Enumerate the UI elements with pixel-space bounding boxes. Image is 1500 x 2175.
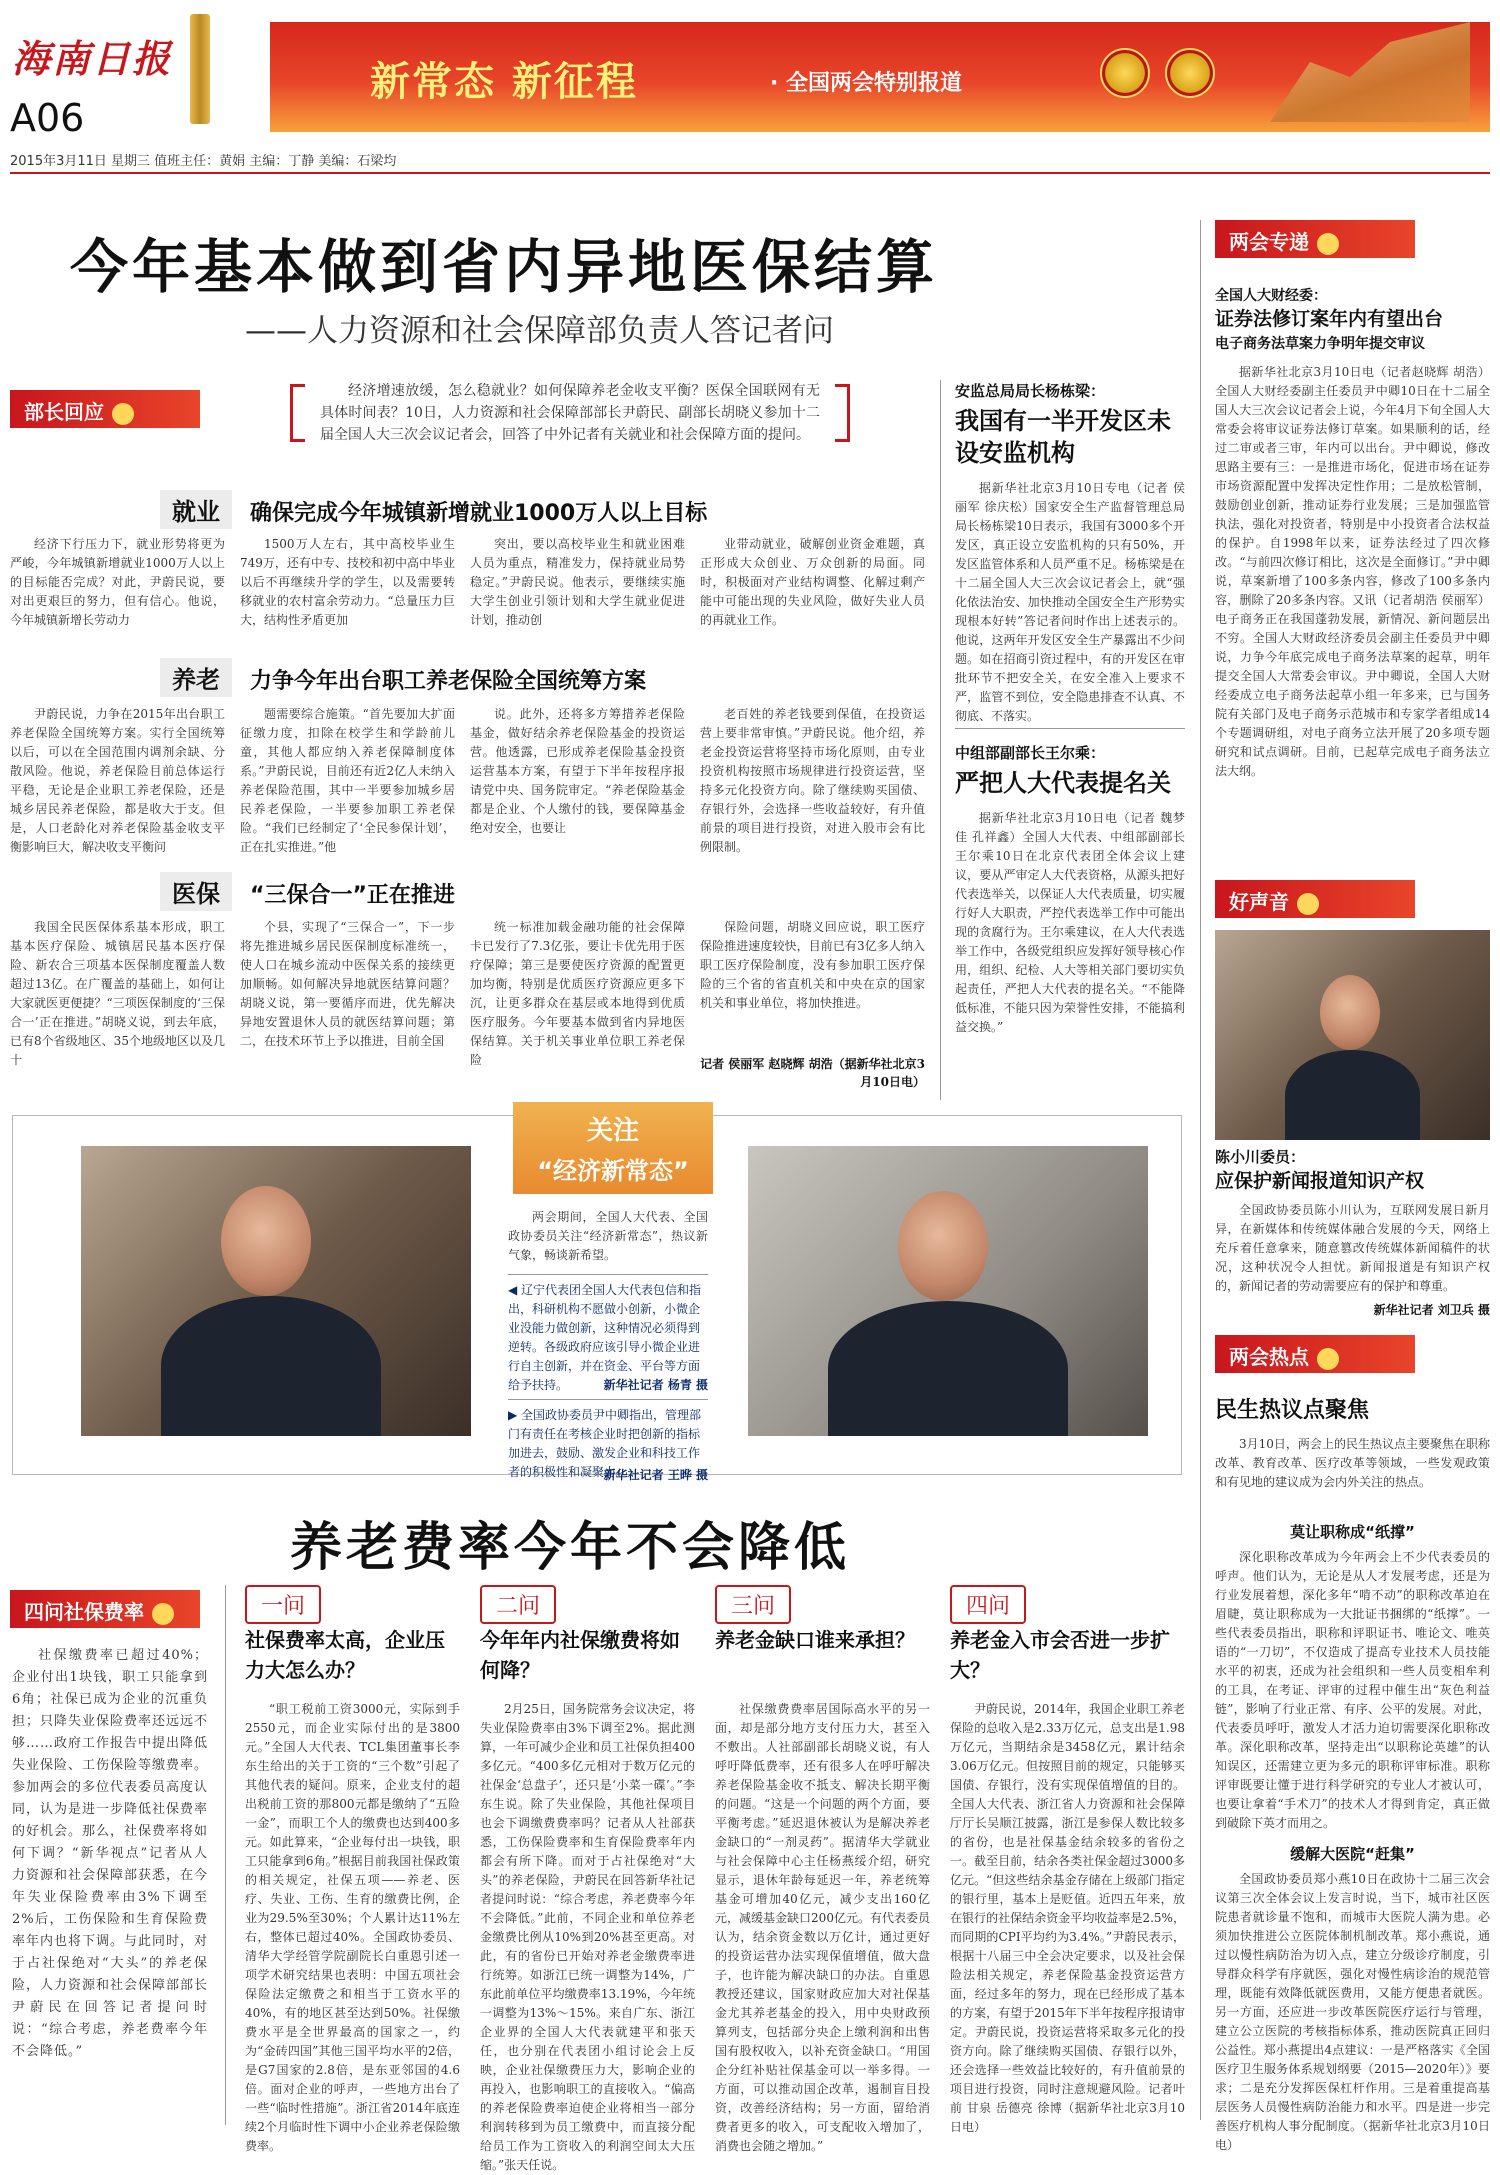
- question-body: 社保缴费费率居国际高水平的另一面，却是部分地方支付压力大，甚至入不敷出。人社部副部长胡晓义说，有人呼吁降低费率，还有很多人在呼吁解决养老保险基金收不抵支、解决长期平衡的问题。“这是一个问题的两个方面，要平衡考虑。”延迟退休被认为是解决养老金缺口的“一剂灵药”。据清华大学就业与社会保障中心主任杨燕绥介绍，研究显示，退休年龄每延迟一年，养老统筹基金可增加40亿元，减少支出160亿元，减缓基金缺口200亿元。有代表委员认为，结余资金数以万亿计，通过更好的投资运营办法实现保值增值，做大盘子，也许能为解决缺口的办法。自重恩教授还建议，国家财政应加大对社保基金尤其养老基金的投入，用中央财政预算列支，包括部分央企上缴利润和出售国有股权收入，以补充资金缺口。“用国企分红补贴社保基金可以一举多得。一方面，可以推动国企改革，遏制盲目投资，改善经济结构；另一方面，留给消费者更多的收入，可支配收入增加了，消费也会随之增加。”: [715, 1702, 930, 2153]
- great-wall-image: [1270, 22, 1470, 122]
- question-body: 尹蔚民说，2014年，我国企业职工养老保险的总收入是2.33万亿元，总支出是1.98万亿元，当期结余是3458亿元，累计结余3.06万亿元。但按照目前的规定，只能够买国债、存银行，没有实现保值增值的目的。全国人大代表、浙江省人力资源和社会保障厅厅长吴顺江披露，浙江是参保人数比较多的省份，也是社保基金结余较多的省份之一。截至目前，结余各类社保金超过3000多亿元。“但这些结余基金存储在上级部门指定的银行里，基本上是贬值。近四五年来，放在银行的社保结余资金平均收益率是2.5%，而同期的CPI平均约为3.4%。”尹蔚民表示，根据十八届三中全会决定要求，以及社会保险法相关规定，养老保险基金投资运营方面，经过多年的努力，现在已经形成了基本的方案，有望于2015年下半年按程序报请审定。尹蔚民说，投资运营将采取多元化的投资方向。除了继续购买国债、存银行以外，还会选择一些效益比较好的，有升值前景的项目进行投资，同时注意规避风险。记者叶前 甘泉 岳德亮 徐博（据新华社北京3月10日电）: [950, 1702, 1185, 2134]
- triangle-right-icon: ▶: [508, 1408, 522, 1422]
- column-divider: [225, 1585, 226, 2125]
- badge-icon: [1297, 893, 1319, 915]
- hot-body: 深化职称改革成为今年两会上不少代表委员的呼声。他们认为，无论是从人才发展考虑，还是为行业发展着想，深化多年“啃不动”的职称改革迫在眉睫，莫让职称成为一大批证书捆绑的“纸撑”。一些代表委员指出，职称和评职证书、唯论文、唯英语的“一刀切”，不仅造成了提高专业技术人员技能水平的初衷，还成为社会组织和一些人员变相牟利的工具，在考证、评审的过程中催生出“灰色利益链”，影响了行业正常、有序、公平的发展。对此，代表委员呼吁，激发人才活力迫切需要深化职称改革。深化职称改革，坚持走出“以职称论英雄”的认知误区，还需建立更为多元的职称评审标准。职称评审既要让懂于进行科学研究的专业人才被认可，也要让拿着“手术刀”的技术人才得到肯定，真正做到破除下英才而用之。: [1215, 1550, 1490, 1830]
- question-title: 今年年内社保缴费将如何降？: [480, 1628, 680, 1682]
- main-headline: 今年基本做到省内异地医保结算: [70, 233, 939, 301]
- speaker: 安监总局局长杨栋梁：: [955, 382, 1106, 400]
- article-paragraph: 业带动就业，破解创业资金难题，真正形成大众创业、万众创新的局面。同时，积极面对产业结构调整、化解过剩产能中可能出现的失业风险，做好失业人员的再就业工作。: [700, 537, 925, 627]
- question-title: 养老金入市会否进一步扩大？: [950, 1628, 1170, 1682]
- column-tag-four-questions: [10, 1590, 200, 1628]
- article-lead: 经济增速放缓，怎么稳就业？如何保障养老金收支平衡？医保全国联网有无具体时间表？10日，人力资源和社会保障部部长尹蔚民、副部长胡晓义参加十二届全国人大三次会议记者会，回答了中外记者有关就业和社会保障方面的提问。: [290, 380, 850, 446]
- focus-topic: “经济新常态”: [537, 1157, 689, 1185]
- article-paragraph: 说。此外，还将多方筹措养老保险基金，做好结余养老保险基金的投资运营。他透露，已形成养老保险基金投资运营基本方案，有望于下半年按程序报请党中央、国务院审定。“养老保险基金都是企业、个人缴付的钱，要保障基金绝对安全，也要让: [470, 707, 685, 835]
- question-label: 二问: [480, 1585, 556, 1624]
- section-heading-medical: [160, 872, 455, 911]
- section-tag: 养老: [160, 658, 232, 697]
- hot-lead: 3月10日，两会上的民生热议点主要聚焦在职称改革、教育改革、医疗改革等领域，一些发观政策和有见地的建议成为会内外关注的热点。: [1215, 1437, 1490, 1489]
- column-divider: [1200, 220, 1201, 2120]
- special-report-banner: [270, 22, 1490, 132]
- badge-icon: [112, 403, 134, 425]
- portrait-suit: [828, 1301, 1068, 1436]
- badge-icon: [1317, 1348, 1339, 1370]
- brief-title: 我国有一半开发区未设安监机构: [955, 407, 1171, 467]
- section-heading-pension: [160, 658, 646, 697]
- article-paragraph: 统一标准加载金融功能的社会保障卡已发行了7.3亿张，要让卡优先用于医疗保障；第三是要使医疗资源的配置更加均衡，特别是优质医疗资源应更多下沉，让更多群众在基层或本地得到优质医疗服务。今年要基本做到省内异地医保结算。关于机关事业单位职工养老保险: [470, 920, 685, 1067]
- article-byline: 记者 侯丽军 赵晓辉 胡浩（据新华社北京3月10日电）: [700, 1057, 925, 1089]
- column-tag-label: 四问社保费率: [24, 1600, 144, 1624]
- question-title: 社保费率太高，企业压力大怎么办？: [245, 1628, 445, 1682]
- section-heading-employment: [160, 490, 707, 529]
- question-body: “职工税前工资3000元，实际到手2550元，而企业实际付出的是3800元。”全国人大代表、TCL集团董事长李东生给出的关于工资的“三个数”引起了其他代表的疑问。原来，企业支付的超出税前工资的那800元都是缴纳了“五险一金”，而职工个人的缴费也达到400多元。如此算来，“企业每付出一块钱，职工只能拿到6角。”根据目前我国社保政策的相关规定，社保五项——养老、医疗、失业、工伤、生育的缴费比例，企业为29.5%至30%；个人累计达11%左右，整体已超过40%。全国政协委员、清华大学经管学院副院长白重恩引述一项学术研究结果也表明：中国五项社会保险法定缴费之和相当于工资水平的40%，有的地区甚至达到50%。社保缴费水平是全世界最高的国家之一，约为“金砖四国”其他三国平均水平的2倍，是G7国家的2.8倍，是东亚邻国的4.6倍。面对企业的呼声，一些地方出台了一些“临时性措施”。浙江省2014年底连续2个月临时性下调中小企业养老保险缴费率。: [245, 1702, 460, 2153]
- portrait-face: [221, 1186, 311, 1296]
- focus-label-box: [513, 1102, 713, 1194]
- brief-body: 据新华社北京3月10日专电（记者 侯丽军 徐庆松）国家安全生产监督管理总局局长杨栋梁10日表示，我国有3000多个开发区，真正设立安监机构的只有50%，开发区监管体系和人员严重不足。杨栋梁是在十二届全国人大三次会议记者会上，就“强化依法治安、加快推动全国安全生产形势实现根本好转”答记者问时作出上述表示的。他说，这两年开发区安全生产暴露出不少问题。如在招商引资过程中，有的开发区在审批环节不把安全关，在安全准入上要求不严，监管不到位，安全隐患排查不认真、不彻底、不落实。: [955, 481, 1185, 723]
- speaker: 全国人大财经委：: [1215, 288, 1327, 304]
- question-label: 一问: [245, 1585, 321, 1624]
- portrait-face: [898, 1191, 988, 1301]
- feature-intro: 两会期间，全国人大代表、全国政协委员关注“经济新常态”，热议新气象，畅谈新希望。: [508, 1210, 708, 1262]
- four-questions-intro: 社保缴费率已超过40%；企业付出1块钱，职工只能拿到6角；社保已成为企业的沉重负担；只降失业保险费率还远远不够……政府工作报告中提出降低失业保险、工伤保险等缴费率。参加两会的多位代表委员高度认同，认为是进一步降低社保费率的好机会。那么，社保费率将如何下调？“新华视点”记者从人力资源和社会保障部获悉，在今年失业保险费率由3%下调至2%后，工伤保险和生育保险费率年内也将下调。与此同时，对于占社保绝对“大头”的养老保险，人力资源和社会保障部部长尹蔚民在回答记者提问时说：“综合考虑，养老费率今年不会降低。”: [12, 1648, 209, 2059]
- photo-yin-zhongqing: [748, 1146, 1148, 1436]
- photo-chen-xiaochuan: [1215, 930, 1490, 1140]
- photo-bao-xinhe: [81, 1146, 471, 1436]
- section-title: 确保完成今年城镇新增就业1000万人以上目标: [250, 501, 708, 526]
- portrait-suit: [161, 1296, 381, 1436]
- news-brief-nomination: [955, 742, 1185, 1074]
- section-title: “三保合一”正在推进: [250, 883, 455, 908]
- dateline: 2015年3月11日 星期三 值班主任：黄娟 主编：丁静 美编：石梁均: [10, 154, 397, 169]
- brief-body: 据新华社北京3月10日电（记者赵晓辉 胡浩）全国人大财经委副主任委员尹中卿10日在十二届全国人大三次会议记者会上说，今年4月下旬全国人大常委会将审议证券法修订草案。如果顺利的话，经过二审或者三审，年内可以出台。尹中卿说，修改思路主要有三：一是推进市场化，促进市场在证券市场资源配置中发挥决定性作用；二是放松管制，鼓励创业创新，推动证券行业发展；三是加强监管执法，强化对投资者，特别是中小投资者合法权益的保护。自1998年以来，证券法经过了四次修改。“与前四次修订相比，这次是全面修订。”尹中卿说，草案新增了100多条内容，修改了100多条内容，删除了20多条内容。又讯（记者胡浩 侯丽军）电子商务正在我国蓬勃发展，新情况、新问题层出不穷。全国人大财政经济委员会副主任委员尹中卿说，力争今年底完成电子商务法草案的起草，明年提交全国人大常委会审议。尹中卿说，全国人大财经委成立电子商务法起草小组一年多来，已与国务院有关部门及电子商务示范城市和专家学者组成14个专题调研组，对电子商务立法开展了20多项专题研究和试点调研。目前，已起草完成电子商务法立法大纲。: [1215, 365, 1490, 778]
- banner-title: 新常态 新征程: [370, 59, 638, 105]
- divider: [508, 1399, 708, 1400]
- caption-text: 全国政协委员尹中卿指出，管理部门有责任在考核企业时把创新的指标加进去，鼓励、激发企业和科技工作者的积极性和凝聚力。: [508, 1408, 702, 1479]
- bottom-headline: 养老费率今年不会降低: [290, 1518, 851, 1578]
- hot-title: 民生热议点聚焦: [1215, 1398, 1370, 1423]
- column-divider: [940, 380, 941, 1100]
- brief-subtitle: 电子商务法草案力争明年提交审议: [1215, 336, 1425, 352]
- brief-title: 严把人大代表提名关: [955, 769, 1171, 797]
- banner-subtitle: · 全国两会特别报道: [770, 71, 963, 96]
- article-paragraph: 保险问题，胡晓义回应说，职工医疗保险推进速度较快，目前已有3亿多人纳入职工医疗保险制度，没有参加职工医疗保险的三个省的省直机关和中央在京的国家机关和事业单位，将加快推进。: [700, 920, 925, 1010]
- paper-logo: 海南日报: [12, 36, 173, 81]
- national-emblem-icon: [1100, 48, 1150, 98]
- divider: [10, 172, 1490, 174]
- question-body: 2月25日，国务院常务会议决定，将失业保险费率由3%下调至2%。据此测算，一年可减少企业和员工社保负担400多亿元。“400多亿元相对于数万亿元的社保金‘总盘子’，还只是‘小菜一碟’。”李东生说。除了失业保险，其他社保项目也会下调缴费费率吗？记者从人社部获悉，工伤保险费率和生育保险费率年内都会有所下降。而对于占社保绝对“大头”的养老保险，尹蔚民在回答新华社记者提问时说：“综合考虑，养老费率今年不会降低。”此前，不同企业和单位养老金缴费比例从10%到20%甚至更高。对此，有的省份已开始对养老金缴费率进行统筹。如浙江已统一调整为14%，广东此前单位平均缴费率13.19%，今年统一调整为13%～15%。来自广东、浙江企业界的全国人大代表就建平和张天任，也分别在代表团小组讨论会上反映，企业社保缴费压力大，影响企业的再投入，也影响职工的直接收入。“偏高的养老保险费率迫使企业将相当一部分利润转移到为员工缴费中，而直接分配给员工作为工资收入的利润空间太大压缩。”张天任说。: [480, 1702, 695, 2172]
- caption-text: 辽宁代表团全国人大代表包信和指出，科研机构不愿做小创新，小微企业没能力做创新，这种情况必须得到逆转。各级政府应该引导小微企业进行自主创新，并在资金、平台等方面给予扶持。: [508, 1283, 702, 1392]
- hot-body: 全国政协委员郑小燕10日在政协十二届三次会议第三次全体会议上发言时说，当下，城市社区医院患者就诊量不饱和，而城市大医院人满为患。必须加快推进公立医院体制机制改革。郑小燕说，通过以慢性病防治为切入点，建立分级诊疗制度，引导群众科学有序就医，强化对慢性病诊治的规范管理，既能有效降低就医费用，又能方便患者就医。另一方面，还应进一步改革医院医疗运行与管理，建立公立医院的考核指标体系，推动医院真正回归公益性。郑小燕提出4点建议：一是严格落实《全国医疗卫生服务体系规划纲要（2015—2020年）》要求；二是充分发挥医保杠杆作用。三是着重提高基层医务人员慢性病防治能力和水平。四是进一步完善医疗机构人事分配制度。（据新华社北京3月10日电）: [1215, 1872, 1490, 2152]
- photo-credit: 新华社记者 杨青 摄: [603, 1378, 708, 1392]
- feature-new-normal: [12, 1115, 1182, 1482]
- badge-icon: [152, 1603, 174, 1625]
- column-tag-label: 好声音: [1229, 890, 1289, 914]
- focus-label: 关注: [586, 1116, 639, 1146]
- question-label: 四问: [950, 1585, 1026, 1624]
- good-voice-item: [1215, 1146, 1490, 1318]
- column-tag-minister: [10, 390, 200, 428]
- brief-body: 据新华社北京3月10日电（记者 魏梦佳 孔祥鑫）全国人大代表、中组部副部长王尔乘10日在北京代表团全体会议上建议，要从严审定人大代表资格，从源头把好代表选举关，以保证人大代表质量，切实履行好人大职责，严控代表选举工作中可能出现的贪腐行为。王尔乘建议，在人大代表选举工作中，各级党组织应发挥好领导核心作用，组织、纪检、人大等相关部门要切实负起责任，严把人大代表的提名关。“不能降低标准，不能只因为荣誉性安排，不能搞利益交换。”: [955, 811, 1185, 1034]
- page-number: A06: [10, 96, 85, 140]
- column-tag-express: [1215, 220, 1415, 258]
- speaker: 陈小川委员：: [1215, 1148, 1306, 1166]
- portrait-face: [1320, 975, 1380, 1050]
- masthead: [0, 0, 1500, 140]
- article-paragraph: 1500万人左右，其中高校毕业生749万，还有中专、技校和初中高中毕业以后不再继续升学的学生，以及需要转移就业的农村富余劳动力。“总量压力巨大，结构性矛盾更加: [240, 537, 455, 627]
- question-label: 三问: [715, 1585, 791, 1624]
- article-paragraph: 我国全民医保体系基本形成，职工基本医疗保险、城镇居民基本医疗保险、新农合三项基本医保制度覆盖人数超过13亿。在广覆盖的基础上，如何让大家就医更便捷？“三项医保制度的‘三保合一’正在推进。”胡晓义说，到去年底，已有8个省级地区、35个地级地区以及几十: [10, 920, 225, 1067]
- section-title: 力争今年出台职工养老保险全国统筹方案: [250, 669, 647, 694]
- article-paragraph: 个县，实现了“三保合一”，下一步将先推进城乡居民医保制度标准统一，使人口在城乡流动中医保关系的接续更加顺畅。如何解决异地就医结算问题？胡晓义说，第一要循序而进，优先解决异地安置退休人员的就医结算问题；第二，在技术环节上予以推进，目前全国: [240, 920, 455, 1048]
- column-tag-label: 两会热点: [1229, 1345, 1309, 1369]
- article-paragraph: 经济下行压力下，就业形势将更为严峻，今年城镇新增就业1000万人以上的目标能否完成？对此，尹蔚民说，要对出更艰巨的努力，但有信心。他说，今年城镇新增长劳动力: [10, 537, 225, 627]
- article-paragraph: 尹蔚民说，力争在2015年出台职工养老保险全国统筹方案。实行全国统筹以后，可以在全国范围内调剂余缺、分散风险。他说，养老保险目前总体运行平稳，无论是企业职工养老保险，还是城乡居民养老保险，都是收大于支。但是，人口老龄化对养老保险基金收支平衡影响巨大，解决收支平衡问: [10, 707, 225, 854]
- photo-credit: 新华社记者 王晔 摄: [603, 1468, 708, 1482]
- main-subheadline: ——人力资源和社会保障部负责人答记者问: [245, 313, 834, 349]
- hot-subheading: 缓解大医院“赶集”: [1290, 1845, 1415, 1863]
- news-brief-safety: [955, 380, 1185, 764]
- badge-icon: [1317, 233, 1339, 255]
- section-tag: 就业: [160, 490, 232, 529]
- column-tag-good-voice: [1215, 880, 1415, 918]
- feature-captions: [508, 1208, 708, 1483]
- brief-title: 应保护新闻报道知识产权: [1215, 1170, 1425, 1192]
- portrait-suit: [1285, 1050, 1420, 1140]
- divider: [508, 1274, 708, 1275]
- column-tag-hot-topics: [1215, 1335, 1415, 1373]
- speaker: 中组部副部长王尔乘：: [955, 744, 1106, 762]
- article-paragraph: 突出，要以高校毕业生和就业困难人员为重点，精准发力，保持就业局势稳定。”尹蔚民说。他表示，要继续实施大学生创业引领计划和大学生就业促进计划，推动创: [470, 537, 685, 627]
- news-brief-securities: [1215, 285, 1490, 858]
- cppcc-emblem-icon: [1165, 48, 1215, 98]
- column-tag-label: 部长回应: [24, 400, 104, 424]
- photo-credit: 新华社记者 刘卫兵 摄: [1373, 1303, 1490, 1317]
- brief-body: 全国政协委员陈小川认为，互联网发展日新月异，在新媒体和传统媒体融合发展的今天，网络上充斥着任意拿来，随意篡改传统媒体新闻稿件的状况，这种状况令人担忧。新闻报道是有知识产权的，新闻记者的劳动需要应有的保护和尊重。: [1215, 1203, 1490, 1293]
- question-title: 养老金缺口谁来承担？: [715, 1628, 915, 1652]
- article-paragraph: 老百姓的养老钱要到保值，在投资运营上要非常审慎。”尹蔚民说。他介绍，养老金投资运营将坚持市场化原则，由专业投资机构按照市场规律进行投资运营，坚持多元化投资方向。除了继续购买国债、存银行外，会选择一些收益较好，有升值前景的项目进行投资，对进入股市会有比例限制。: [700, 707, 925, 854]
- triangle-left-icon: ◀: [508, 1283, 522, 1297]
- divider: [955, 728, 1185, 729]
- section-tag: 医保: [160, 872, 232, 911]
- hot-subheading: 莫让职称成“纸撑”: [1290, 1523, 1415, 1541]
- column-tag-label: 两会专递: [1229, 230, 1309, 254]
- hot-topics: [1215, 1395, 1490, 2152]
- article-paragraph: 题需要综合施策。“首先要加大扩面征缴力度，扣除在校学生和学龄前儿童，其他人都应纳入养老保障制度体系。”尹蔚民说，目前还有近2亿人未纳入养老保险范围，其中一半要参加城乡居民养老保险，一半要参加职工养老保险。“我们已经制定了‘全民参保计划’，正在扎实推进。”他: [240, 707, 455, 854]
- huabiao-pillar-icon: [190, 14, 210, 124]
- brief-title: 证券法修订案年内有望出台: [1215, 308, 1444, 330]
